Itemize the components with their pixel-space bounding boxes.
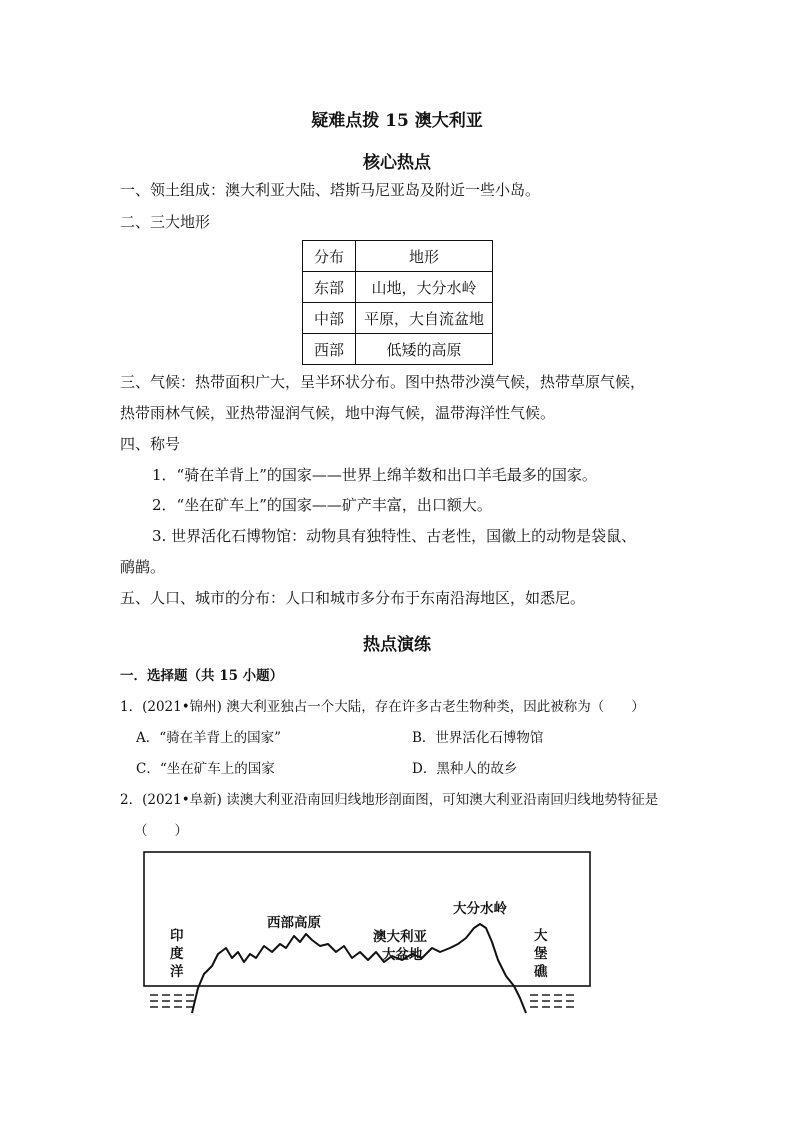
question-1-option-b[interactable]: B．世界活化石博物馆 (412, 730, 544, 746)
label-ocean-3: 洋 (170, 964, 184, 980)
question-2-answer-paren: （ ） (134, 823, 188, 839)
section-heading-core: 核心热点 (363, 153, 431, 173)
paragraph-climate-line2: 热带雨林气候，亚热带湿润气候，地中海气候，温带海洋性气候。 (120, 404, 556, 422)
ocean-left-water-icon (150, 995, 194, 1007)
table-cell: 平原，大自流盆地 (356, 303, 493, 334)
paragraph-nickname-1: 1．“骑在羊背上”的国家——世界上绵羊数和出口羊毛最多的国家。 (152, 466, 597, 484)
table-header-cell: 地形 (356, 241, 493, 272)
label-great-dividing-range: 大分水岭 (453, 901, 507, 917)
terrain-profile-figure (140, 848, 600, 1018)
reef-right-water-icon (530, 995, 574, 1007)
paragraph-terrain-heading: 二、三大地形 (120, 213, 211, 231)
label-basin-line1: 澳大利亚 (373, 929, 427, 945)
section-heading-exercise: 热点演练 (363, 635, 431, 655)
question-2-stem: 2．(2021•阜新) 读澳大利亚沿南回归线地形剖面图，可知澳大利亚沿南回归线地势特征是 (120, 792, 659, 808)
terrain-table (302, 240, 493, 365)
label-west-plateau: 西部高原 (267, 915, 321, 931)
label-basin-line2: 大盆地 (382, 947, 423, 963)
page-title: 疑难点拨 15 澳大利亚 (311, 111, 483, 131)
exercise-heading: 一．选择题（共 15 小题） (120, 668, 284, 684)
table-cell: 中部 (303, 303, 356, 334)
label-ocean-2: 度 (170, 946, 184, 962)
paragraph-nickname-2: 2．“坐在矿车上”的国家——矿产丰富，出口额大。 (152, 496, 492, 514)
label-ocean-1: 印 (170, 928, 184, 944)
question-1-option-d[interactable]: D．黑种人的故乡 (412, 761, 518, 777)
table-cell: 东部 (303, 272, 356, 303)
table-row (303, 303, 493, 334)
label-reef-2: 堡 (534, 946, 548, 962)
table-cell: 山地，大分水岭 (356, 272, 493, 303)
table-header-cell: 分布 (303, 241, 356, 272)
paragraph-population: 五、人口、城市的分布：人口和城市多分布于东南沿海地区，如悉尼。 (120, 589, 586, 607)
table-row (303, 272, 493, 303)
question-1-option-c[interactable]: C．“坐在矿车上的国家 (136, 761, 275, 777)
table-cell: 西部 (303, 334, 356, 365)
paragraph-territory: 一、领土组成：澳大利亚大陆、塔斯马尼亚岛及附近一些小岛。 (120, 181, 541, 199)
table-header-row (303, 241, 493, 272)
table-row (303, 334, 493, 365)
paragraph-climate-line1: 三、气候：热带面积广大，呈半环状分布。图中热带沙漠气候，热带草原气候， (120, 373, 646, 391)
terrain-profile-line (192, 924, 526, 1013)
question-1-stem: 1．(2021•锦州) 澳大利亚独占一个大陆，存在许多古老生物种类，因此被称为（ ） (120, 699, 645, 715)
paragraph-nickname-3-line2: 鸸鹋。 (120, 558, 166, 576)
label-reef-1: 大 (534, 928, 548, 944)
paragraph-nicknames-heading: 四、称号 (120, 435, 181, 453)
paragraph-nickname-3-line1: 3. 世界活化石博物馆：动物具有独特性、古老性，国徽上的动物是袋鼠、 (152, 527, 637, 545)
label-reef-3: 礁 (534, 964, 548, 980)
table-cell: 低矮的高原 (356, 334, 493, 365)
question-1-option-a[interactable]: A．“骑在羊背上的国家” (136, 730, 282, 746)
